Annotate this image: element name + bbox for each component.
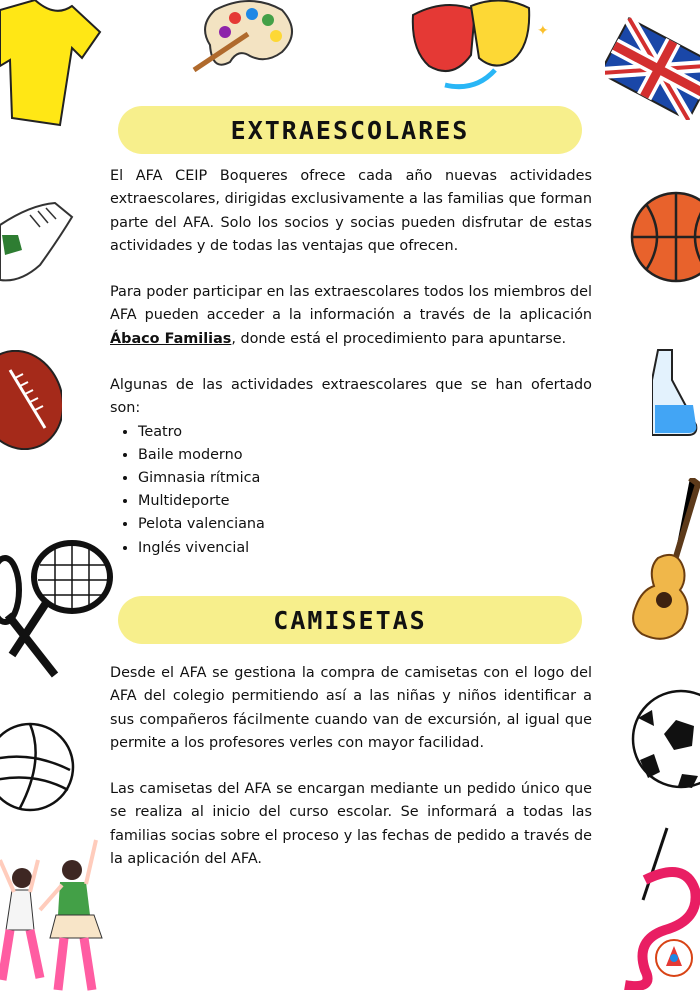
dancers-icon [0,830,110,1000]
list-item: • Teatro [138,421,592,444]
list-item: • Gimnasia rítmica [138,467,592,490]
camisetas-banner [118,596,582,644]
volleyball-icon [0,720,75,815]
uk-flag-icon [605,10,700,120]
camisetas-content [110,662,592,894]
intro-paragraph: El AFA CEIP Boqueres ofrece cada año nuevas actividades extraescolares, dirigidas exclusivamente a las familias que forman parte del AFA. Solo los socios y socias pueden disfrutar de estas actividades y de todas las ventajas que ofrecen. [110,168,592,254]
tshirt-icon [0,0,110,140]
list-item: • Multideporte [138,490,592,513]
activities-intro: Algunas de las actividades extraescolares que se han ofertado son: [110,377,592,417]
camisetas-paragraph: Las camisetas del AFA se encargan mediante un pedido único que se realiza al inicio del curso escolar. Se informará a todas las familias socias sobre el proceso y las fechas de pedido a través de la aplicación del AFA. [110,781,592,868]
abaco-familias-link[interactable]: Ábaco Familias [110,330,232,347]
sneaker-icon [0,195,75,290]
theater-masks-icon [405,0,555,95]
flask-icon [652,345,700,440]
participation-paragraph: Para poder participar en las extraescolares todos los miembros del AFA pueden acceder a la información a través de la aplicación Ábaco Familias, donde está el procedimiento para apuntarse. [110,284,592,347]
list-item: • Baile moderno [138,444,592,467]
paint-palette-icon [190,0,300,75]
afa-logo [654,938,694,978]
activities-list [110,421,592,560]
guitar-icon [628,478,700,643]
rugby-ball-icon [0,350,62,450]
basketball-icon [628,190,700,285]
list-item: • Pelota valenciana [138,513,592,536]
camisetas-paragraph: Desde el AFA se gestiona la compra de camisetas con el logo del AFA del colegio permitiendo así a las niñas y niños identificar a sus compañeros fácilmente cuando van de excursión, al igual que permite a los profesores verles con mayor facilidad. [110,665,592,751]
extraescolares-banner [118,106,582,154]
list-item: • Inglés vivencial [138,537,592,560]
section-heading: EXTRAESCOLARES [230,115,470,145]
svg-text:✦: ✦ [537,23,549,39]
extraescolares-content [110,165,592,560]
section-heading: CAMISETAS [273,605,427,635]
soccer-ball-icon [630,688,700,790]
tennis-rackets-icon [0,535,118,680]
